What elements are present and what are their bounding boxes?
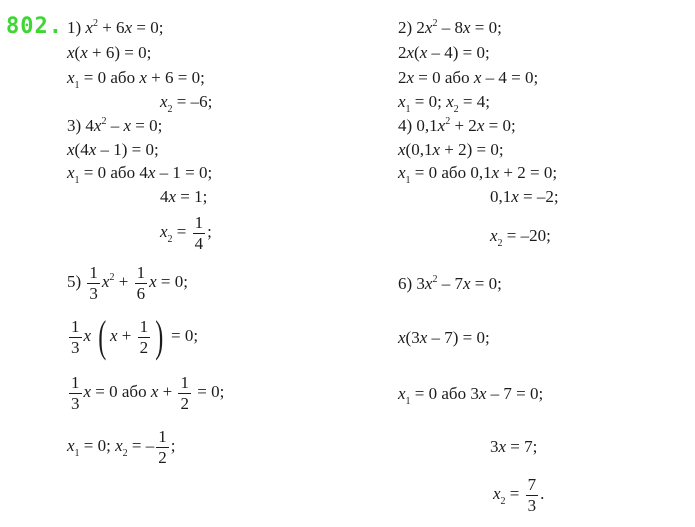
p4-line-3: $x_1 = 0$ або 0,1x + 2 = 0; — [398, 163, 558, 186]
p1-line-4: $x_2 = -6$; — [160, 92, 213, 115]
p2-line-2: 2x(x – 4) = 0; — [398, 43, 490, 62]
connector-text: або — [441, 163, 467, 182]
p6-label: 6) — [398, 274, 413, 293]
p5-line-2: $\frac{1}{3}$ x ( x + $\frac{1}{2}$ ) = 0; — [71, 312, 199, 362]
p5-label: 5) — [67, 272, 82, 291]
p5-line-3: $\frac{1}{3}$ x = 0 або x + $\frac{1}{2}$ = 0; — [71, 372, 225, 413]
p5-line-1: 5) $\frac{1}{3}$ $x^2$ + $\frac{1}{6}$ x = 0; — [67, 262, 188, 303]
p1-label: 1) — [67, 18, 82, 37]
p2-label: 2) — [398, 18, 413, 37]
p4-line-2: x(0,1x + 2) = 0; — [398, 140, 504, 159]
p3-line-4: 4x = 1; — [160, 187, 208, 206]
p6-line-4: 3x = 7; — [490, 437, 538, 456]
connector-text: або — [110, 68, 136, 87]
p2-line-3: 2x = 0 або x – 4 = 0; — [398, 68, 539, 87]
connector-text: або — [441, 384, 467, 403]
p6-line-5: $x_2$ = $\frac{7}{3}$ . — [493, 474, 545, 515]
p3-line-1: 3) $4x^2 - x = 0$; — [67, 116, 163, 135]
p1-line-1: 1) $x^2 + 6x = 0$; — [67, 18, 164, 37]
p3-line-3: $x_1 = 0$ або 4x – 1 = 0; — [67, 163, 213, 186]
connector-text: або — [444, 68, 470, 87]
p5-line-4: $x_1 = 0$; $x_2$ = – $\frac{1}{2}$ ; — [67, 426, 176, 467]
p4-line-4: 0,1x = –2; — [490, 187, 559, 206]
p4-label: 4) — [398, 116, 413, 135]
p6-line-1: 6) $3x^2 - 7x = 0$; — [398, 274, 502, 293]
p1-line-3: $x_1 = 0$ або x + 6 = 0; — [67, 68, 205, 91]
p1-line-2: x(x + 6) = 0; — [67, 43, 152, 62]
p6-line-3: $x_1 = 0$ або 3x – 7 = 0; — [398, 384, 544, 407]
p2-line-4: $x_1 = 0$; $x_2 = 4$; — [398, 92, 490, 115]
connector-text: або — [110, 163, 136, 182]
fraction: $\frac{1}{4}$ — [194, 212, 204, 253]
p3-line-5: $x_2$ = $\frac{1}{4}$ ; — [160, 212, 212, 253]
p4-line-5: $x_2 = -20$; — [490, 226, 551, 249]
problem-number: 802. — [6, 14, 63, 39]
p3-label: 3) — [67, 116, 82, 135]
p4-line-1: 4) $0,1x^2 + 2x = 0$; — [398, 116, 516, 135]
p6-line-2: x(3x – 7) = 0; — [398, 328, 490, 347]
p3-line-2: x(4x – 1) = 0; — [67, 140, 159, 159]
p2-line-1: 2) $2x^2 - 8x = 0$; — [398, 18, 502, 37]
connector-text: або — [121, 382, 147, 401]
